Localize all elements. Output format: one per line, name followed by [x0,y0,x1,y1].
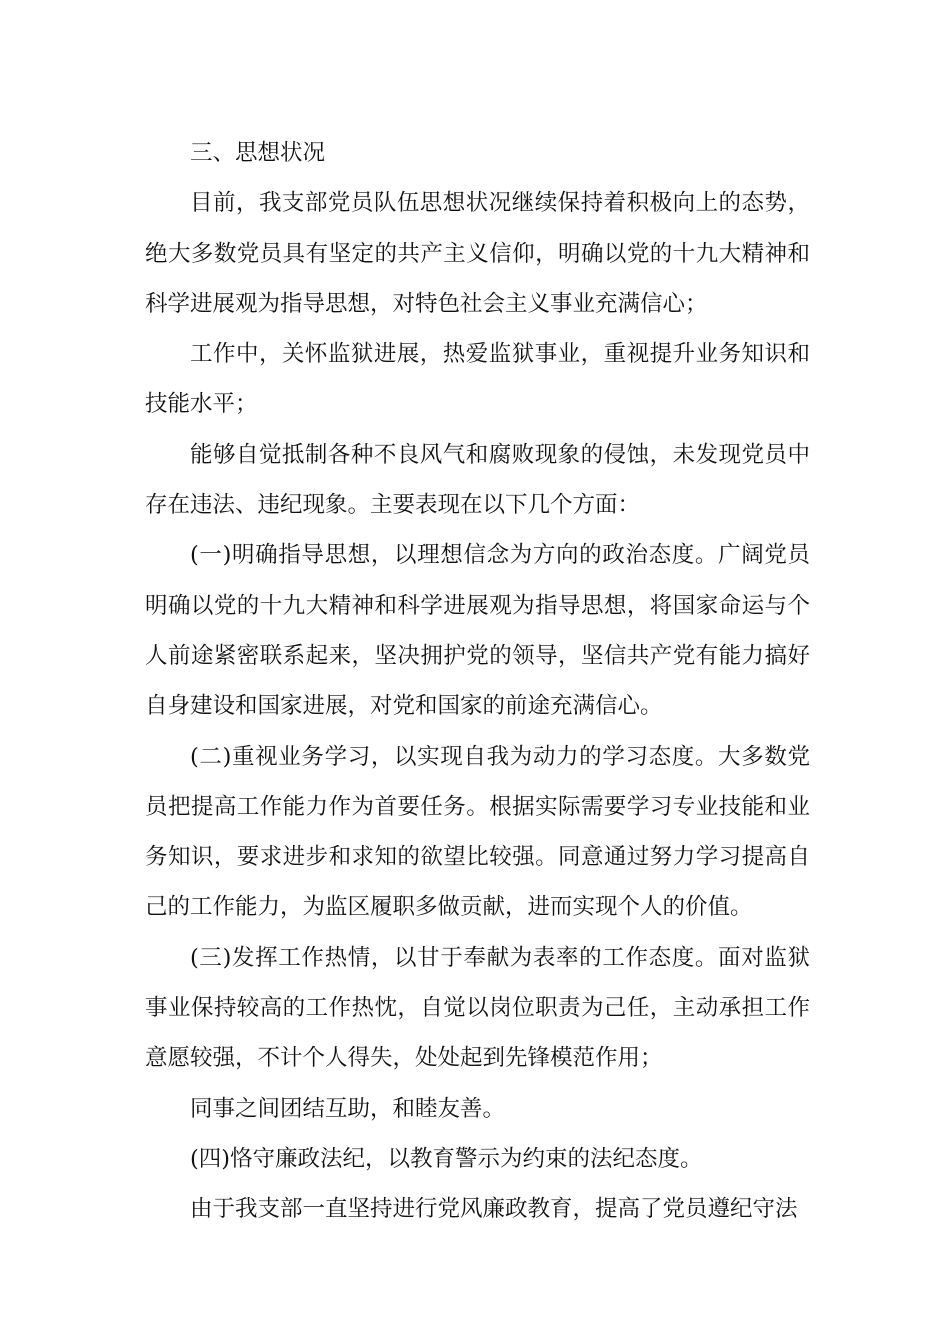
section-heading: 三、思想状况 [190,140,326,166]
paragraph: (三)发挥工作热情，以甘于奉献为表率的工作态度。面对监狱事业保持较高的工作热忱，自觉以岗位职责为己任，主动承担工作意愿较强，不计个人得失，处处起到先锋模范作用； [145,944,810,1072]
paragraph: (二)重视业务学习，以实现自我为动力的学习态度。大多数党员把提高工作能力作为首要任务。根据实际需要学习专业技能和业务知识，要求进步和求知的欲望比较强。同意通过努力学习提高自己的工作能力，为监区履职多做贡献，进而实现个人的价值。 [145,743,810,921]
paragraph: (一)明确指导思想，以理想信念为方向的政治态度。广阔党员明确以党的十九大精神和科学进展观为指导思想，将国家命运与个人前途紧密联系起来，坚决拥护党的领导，坚信共产党有能力搞好自身建设和国家进展，对党和国家的前途充满信心。 [145,542,810,720]
paragraph: 工作中，关怀监狱进展，热爱监狱事业，重视提升业务知识和技能水平； [145,341,810,418]
paragraph: 能够自觉抵制各种不良风气和腐败现象的侵蚀，未发现党员中存在违法、违纪现象。主要表现在以下几个方面： [145,441,810,519]
paragraph: (四)恪守廉政法纪，以教育警示为约束的法纪态度。 [190,1145,703,1172]
document-body [145,128,810,1235]
paragraph: 目前，我支部党员队伍思想状况继续保持着积极向上的态势，绝大多数党员具有坚定的共产主义信仰，明确以党的十九大精神和科学进展观为指导思想，对特色社会主义事业充满信心； [145,190,810,317]
paragraph: 由于我支部一直坚持进行党风廉政教育，提高了党员遵纪守法 [190,1196,798,1223]
paragraph: 同事之间团结互助，和睦友善。 [190,1095,506,1122]
